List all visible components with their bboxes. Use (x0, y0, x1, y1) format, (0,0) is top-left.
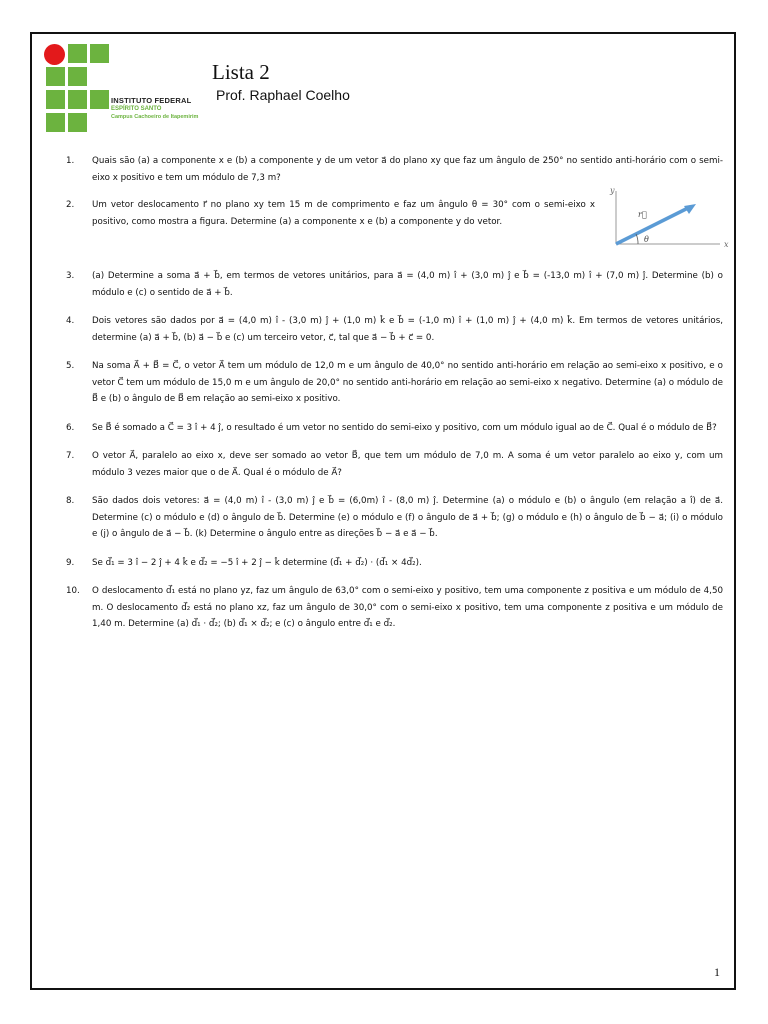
r-vector-arrow (616, 207, 690, 244)
logo-institute-name: INSTITUTO FEDERAL (111, 96, 192, 105)
document-author: Prof. Raphael Coelho (216, 87, 350, 103)
problem-number: 10. (66, 586, 80, 596)
problem-10 (66, 583, 723, 633)
problem-6 (66, 420, 723, 437)
problem-number: 5. (66, 361, 75, 371)
angle-label: θ (644, 235, 649, 244)
problem-text: Se d⃗₁ = 3 î − 2 ĵ + 4 k̂ e d⃗₂ = −5 î + 2 ĵ − k̂ determine (d⃗₁ + d⃗₂) · (d⃗₁ × 4d⃗₂). (92, 557, 422, 568)
logo-state-name: ESPÍRITO SANTO (111, 106, 162, 112)
problem-number: 4. (66, 316, 75, 326)
problem-text: O deslocamento d⃗₁ está no plano yz, faz um ângulo de 63,0° com o semi-eixo y positivo, tem uma componente z positiva e um módulo de 4,50 m. O deslocamento d⃗₂ está no plano xz, faz um ângulo de 30,0° com o semi-eixo x positivo, tem uma componente z positiva e um módulo de 1,40 m. Determine (a) d⃗₁ · d⃗₂; (b) d⃗₁ × d⃗₂; e (c) o ângulo entre d⃗₁ e d⃗₂. (92, 586, 723, 629)
y-axis-label: y (610, 186, 615, 195)
problem-number: 2. (66, 200, 75, 210)
problem-text: O vetor A⃗, paralelo ao eixo x, deve ser somado ao vetor B⃗, que tem um módulo de 7,0 m. A soma é um vetor paralelo ao eixo y, com um módulo 3 vezes maior que o de A⃗. Qual é o módulo de A⃗? (92, 451, 723, 478)
problem-text: Se B⃗ é somado a C⃗ = 3 î + 4 ĵ, o resultado é um vetor no sentido do semi-eixo y positivo, com um módulo igual ao de C⃗. Qual é o módulo de B⃗? (92, 422, 717, 433)
problem-7 (66, 448, 723, 481)
problem-number: 7. (66, 451, 75, 461)
problem-1 (66, 153, 723, 186)
problem-number: 8. (66, 496, 75, 506)
problem-number: 6. (66, 422, 75, 433)
logo-red-circle (44, 44, 65, 65)
angle-arc (636, 234, 638, 244)
institution-logo (44, 44, 214, 128)
problem-text: Dois vetores são dados por a⃗ = (4,0 m) î - (3,0 m) ĵ + (1,0 m) k̂ e b⃗ = (-1,0 m) î + (1,0 m) ĵ + (4,0 m) k̂. Em termos de vetores unitários, determine (a) a⃗ + b⃗, (b) a⃗ − b⃗ e (c) um terceiro vetor, c⃗, tal que a⃗ − b⃗ + c⃗ = 0. (92, 316, 723, 343)
vector-figure (604, 185, 732, 251)
problem-text: Na soma A⃗ + B⃗ = C⃗, o vetor A⃗ tem um módulo de 12,0 m e um ângulo de 40,0° no sentido anti-horário em relação ao semi-eixo x positivo, e o vetor C⃗ tem um módulo de 15,0 m e um ângulo de 20,0° no sentido anti-horário em relação ao semi-eixo x negativo. Determine (a) o módulo de B⃗ e (b) o ângulo de B⃗ em relação ao semi-eixo x positivo. (92, 361, 723, 404)
problem-number: 3. (66, 271, 75, 281)
problem-4 (66, 313, 723, 346)
x-axis-label: x (724, 240, 729, 249)
problem-text: Quais são (a) a componente x e (b) a componente y de um vetor a⃗ do plano xy que faz um ângulo de 250° no sentido anti-horário com o semi-eixo x positivo e tem um módulo de 7,3 m? (92, 156, 723, 183)
problem-3 (66, 268, 723, 301)
problem-number: 1. (66, 156, 75, 166)
vector-diagram (604, 185, 732, 251)
problem-text: (a) Determine a soma a⃗ + b⃗, em termos de vetores unitários, para a⃗ = (4,0 m) î + (3,0 m) ĵ e b⃗ = (-13,0 m) î + (7,0 m) ĵ. Determine (b) o módulo e (c) o sentido de a⃗ + b⃗. (92, 271, 723, 298)
problem-text: São dados dois vetores: a⃗ = (4,0 m) î - (3,0 m) ĵ e b⃗ = (6,0m) î - (8,0 m) ĵ. Determine (a) o módulo e (b) o ângulo (em relação a î) de a⃗. Determine (c) o módulo e (d) o ângulo de b⃗. Determine (e) o módulo e (f) o ângulo de a⃗ + b⃗; (g) o módulo e (h) o ângulo de b⃗ − a⃗; (i) o módulo e (j) o ângulo de a⃗ − b⃗. (k) Determine o ângulo entre as direções b⃗ − a⃗ e a⃗ − b⃗. (92, 496, 723, 539)
vector-label: r⃗ (638, 210, 647, 219)
problem-8 (66, 493, 723, 543)
problem-number: 9. (66, 557, 75, 568)
problem-text: Um vetor deslocamento r⃗ no plano xy tem 15 m de comprimento e faz um ângulo θ = 30° com o semi-eixo x positivo, como mostra a figura. Determine (a) a componente x e (b) a componente y do vetor. (92, 200, 595, 227)
problem-5 (66, 358, 723, 408)
problem-9 (66, 555, 723, 572)
logo-campus-name: Campus Cachoeiro de Itapemirim (111, 114, 199, 120)
document-title: Lista 2 (212, 60, 270, 84)
page-number: 1 (714, 965, 720, 979)
